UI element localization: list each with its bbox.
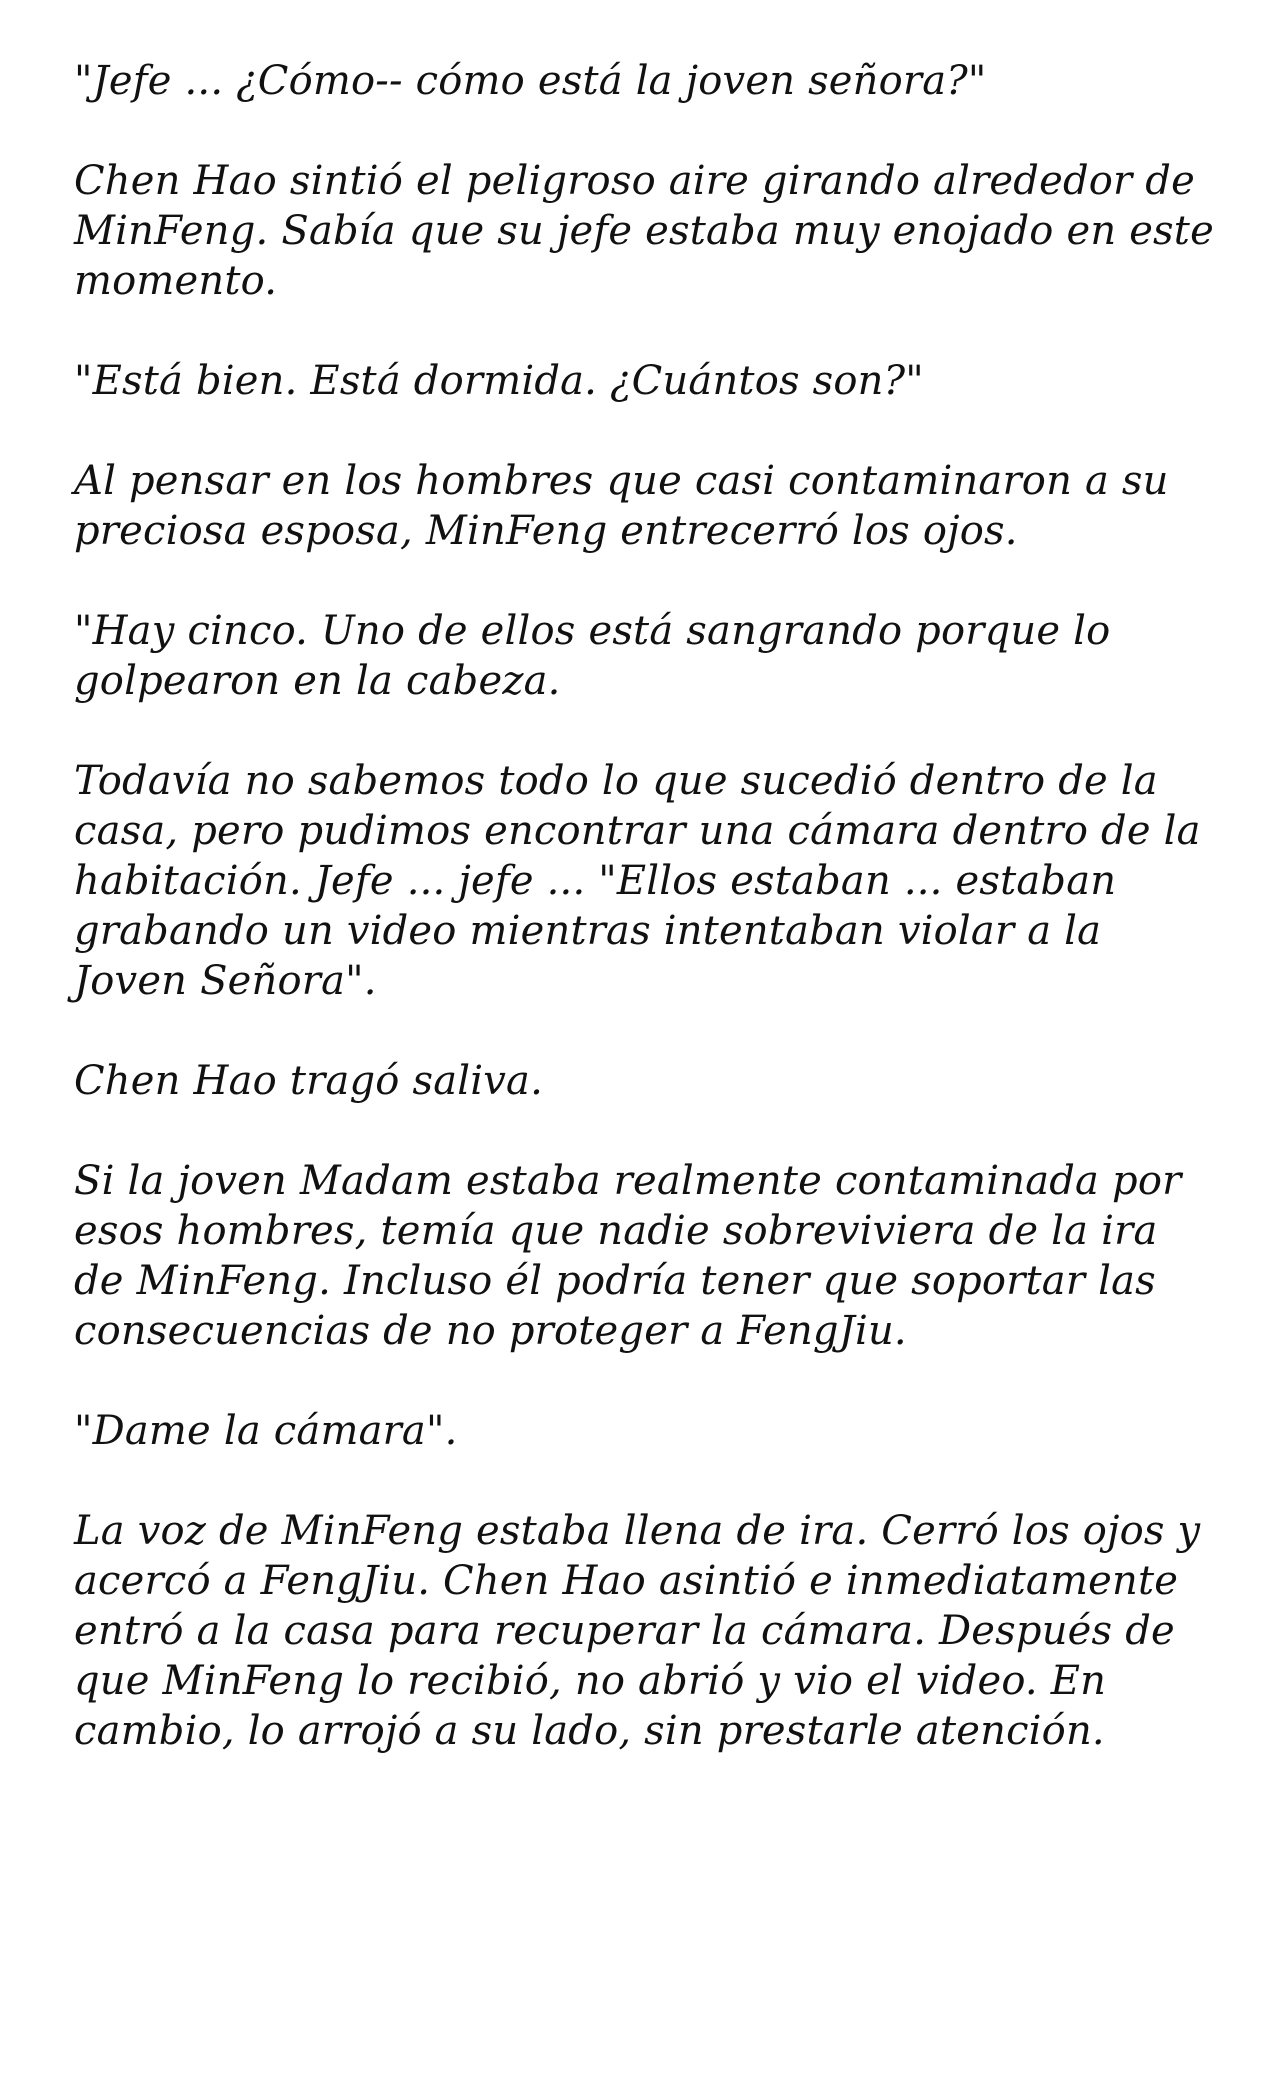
paragraph: Chen Hao tragó saliva.: [74, 1058, 544, 1104]
paragraph: "Está bien. Está dormida. ¿Cuántos son?": [74, 358, 924, 404]
paragraph: Todavía no sabemos todo lo que sucedió dentro de la casa, pero pudimos encontrar una cámara dentro de la habitación. Jefe ... jefe ... "Ellos estaban ... estaban grabando un video mientras intentaban violar a la Joven Señora".: [74, 758, 1201, 1004]
paragraph: Al pensar en los hombres que casi contaminaron a su preciosa esposa, MinFeng entrecerró los ojos.: [74, 458, 1169, 554]
paragraph: Chen Hao sintió el peligroso aire girando alrededor de MinFeng. Sabía que su jefe estaba muy enojado en este momento.: [74, 158, 1214, 304]
paragraph: "Dame la cámara".: [74, 1408, 458, 1454]
paragraph: La voz de MinFeng estaba llena de ira. Cerró los ojos y acercó a FengJiu. Chen Hao asintió e inmediatamente entró a la casa para recuperar la cámara. Después de que MinFeng lo recibió, no abrió y vio el video. En cambio, lo arrojó a su lado, sin prestarle atención.: [74, 1508, 1201, 1754]
paragraph: Si la joven Madam estaba realmente contaminada por esos hombres, temía que nadie sobreviviera de la ira de MinFeng. Incluso él podría tener que soportar las consecuencias de no proteger a FengJiu.: [74, 1158, 1182, 1354]
paragraph: "Hay cinco. Uno de ellos está sangrando porque lo golpearon en la cabeza.: [74, 608, 1111, 704]
paragraph: "Jefe ... ¿Cómo-- cómo está la joven señora?": [74, 58, 987, 104]
